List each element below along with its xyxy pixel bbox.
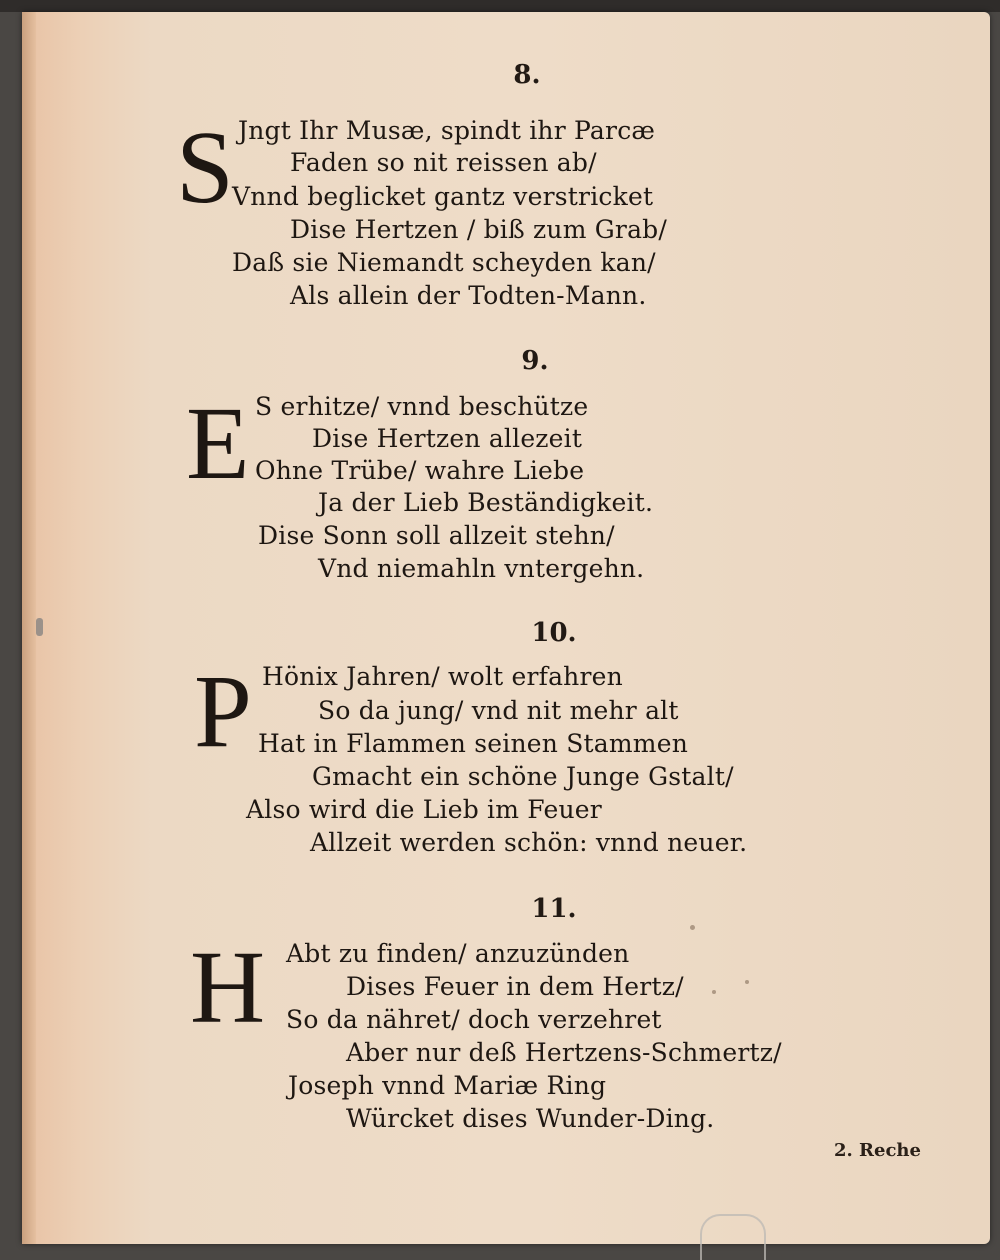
verse-line: Abt zu finden/ anzuzünden — [286, 939, 630, 968]
verse-line: Ohne Trübe/ wahre Liebe — [255, 456, 585, 485]
verse-line: So da nähret/ doch verzehret — [286, 1005, 662, 1034]
verse-line: Faden so nit reissen ab/ — [290, 148, 597, 177]
drop-initial: H — [190, 930, 266, 1045]
stanza-number: 10. — [531, 618, 577, 648]
paper-stain — [690, 925, 695, 930]
verse-line: Vnnd beglicket gantz verstricket — [232, 182, 654, 211]
drop-initial: P — [194, 654, 252, 769]
paper-stain — [712, 990, 716, 994]
stanza-number: 11. — [531, 894, 577, 924]
verse-line: Gmacht ein schöne Junge Gstalt/ — [312, 762, 734, 791]
verse-line: Jngt Ihr Musæ, spindt ihr Parcæ — [238, 116, 656, 145]
verse-line: Dise Hertzen / biß zum Grab/ — [290, 215, 668, 244]
paper-stain — [745, 980, 749, 984]
paper-tear — [36, 618, 43, 636]
drop-initial: S — [176, 110, 234, 225]
verse-line: S erhitze/ vnnd beschütze — [255, 392, 589, 421]
drop-initial: E — [186, 386, 250, 501]
verse-line: Würcket dises Wunder-Ding. — [346, 1104, 715, 1133]
catchword: 2. Reche — [834, 1140, 921, 1161]
verse-line: Joseph vnnd Mariæ Ring — [288, 1071, 607, 1100]
verse-line: Ja der Lieb Beständigkeit. — [318, 488, 654, 517]
verse-line: Vnd niemahln vntergehn. — [318, 554, 645, 583]
verse-line: Daß sie Niemandt scheyden kan/ — [232, 248, 656, 277]
page-clip — [700, 1214, 766, 1260]
stanza-number: 9. — [521, 346, 549, 376]
verse-line: Hönix Jahren/ wolt erfahren — [262, 662, 623, 691]
stanza-number: 8. — [513, 60, 541, 90]
verse-line: Hat in Flammen seinen Stammen — [258, 729, 688, 758]
verse-line: So da jung/ vnd nit mehr alt — [318, 696, 679, 725]
verse-line: Dises Feuer in dem Hertz/ — [346, 972, 684, 1001]
verse-line: Aber nur deß Hertzens-Schmertz/ — [346, 1038, 782, 1067]
verse-line: Dise Hertzen allezeit — [312, 424, 583, 453]
verse-line: Allzeit werden schön: vnnd neuer. — [310, 828, 748, 857]
verse-line: Dise Sonn soll allzeit stehn/ — [258, 521, 615, 550]
verse-line: Als allein der Todten-Mann. — [290, 281, 647, 310]
verse-line: Also wird die Lieb im Feuer — [246, 795, 602, 824]
